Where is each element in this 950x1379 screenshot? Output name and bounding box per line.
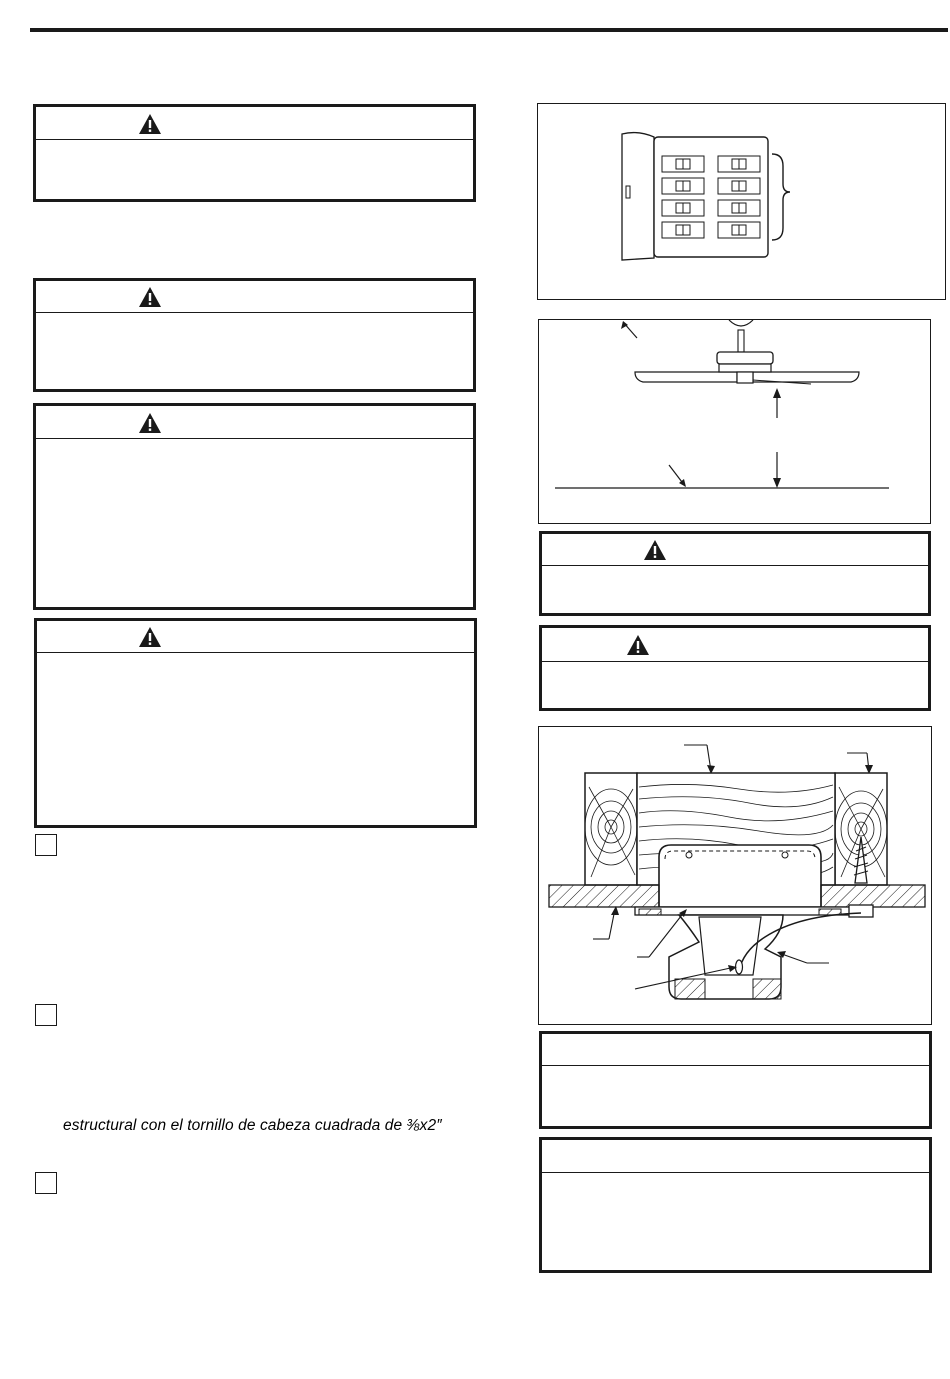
- warning-triangle-icon: [626, 634, 650, 656]
- warning-box-header: [36, 281, 473, 313]
- step-checkbox[interactable]: [35, 1004, 57, 1026]
- warning-box-header: [36, 406, 473, 439]
- warning-box-2: [33, 278, 476, 392]
- breaker-panel-illustration: [538, 104, 944, 298]
- warning-box-header: [36, 107, 473, 140]
- figure-breaker-panel: [537, 103, 946, 300]
- warning-box-5: [539, 531, 931, 616]
- warning-box-3: [33, 403, 476, 610]
- warning-box-1: [33, 104, 476, 202]
- warning-box-header: [542, 628, 928, 662]
- warning-box-header: [542, 534, 928, 566]
- step-checkbox[interactable]: [35, 1172, 57, 1194]
- outlet-box-illustration: [539, 727, 931, 1024]
- note-box-header: [542, 1034, 929, 1066]
- step-checkbox[interactable]: [35, 834, 57, 856]
- warning-triangle-icon: [138, 286, 162, 308]
- warning-triangle-icon: [138, 113, 162, 135]
- instruction-text: estructural con el tornillo de cabeza cuadrada de ⅜x2″: [63, 1117, 442, 1134]
- figure-fan-clearance: [538, 319, 931, 524]
- warning-triangle-icon: [643, 539, 667, 561]
- header-rule: [30, 28, 948, 32]
- warning-triangle-icon: [138, 626, 162, 648]
- warning-box-4: [34, 618, 477, 828]
- note-box-2: [539, 1137, 932, 1273]
- figure-outlet-box-mounting: [538, 726, 932, 1025]
- note-box-1: [539, 1031, 932, 1129]
- ceiling-fan-illustration: [539, 320, 930, 523]
- warning-box-6: [539, 625, 931, 711]
- warning-triangle-icon: [138, 412, 162, 434]
- warning-box-header: [37, 621, 474, 653]
- note-box-header: [542, 1140, 929, 1173]
